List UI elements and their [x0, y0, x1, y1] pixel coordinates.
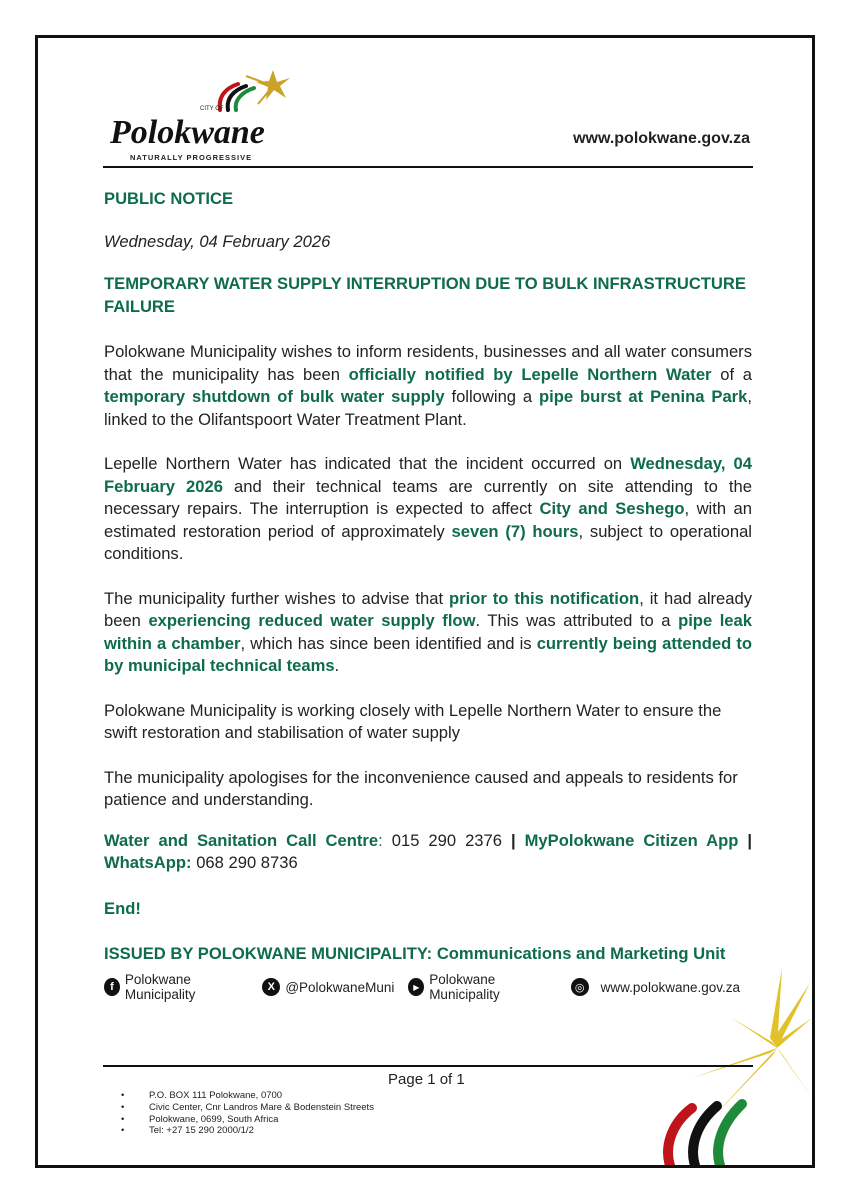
- youtube-icon: ▶: [408, 978, 424, 996]
- page-number: Page 1 of 1: [388, 1071, 465, 1088]
- call-centre-number: 015 290 2376: [382, 830, 511, 850]
- notice-body: [104, 188, 752, 966]
- decorative-star-burst: [652, 958, 812, 1168]
- paragraph-3: The municipality further wishes to advise that prior to this notification, it had already been experiencing reduced water supply flow. This was attributed to a pipe leak within a chamber, which has since been identified and is currently being attended to by municipal technical teams.: [104, 588, 753, 675]
- notice-label: PUBLIC NOTICE: [104, 189, 234, 208]
- address-line: • Civic Center, Cnr Landros Mare & Bodenstein Streets: [121, 1102, 374, 1114]
- issued-by: ISSUED BY POLOKWANE MUNICIPALITY: Communications and Marketing Unit: [104, 944, 726, 963]
- footer-divider: [103, 1065, 753, 1067]
- call-centre-label: Water and Sanitation Call Centre: [104, 830, 379, 850]
- social-web: ◎ www.polokwane.gov.za: [571, 978, 740, 996]
- notice-title: TEMPORARY WATER SUPPLY INTERRUPTION DUE TO BULK INFRASTRUCTURE FAILURE: [104, 274, 746, 316]
- x-icon: X: [262, 978, 280, 996]
- logo-small-text: CITY OF: [200, 106, 224, 112]
- address-line: • Polokwane, 0699, South Africa: [121, 1114, 374, 1126]
- burst-rays-icon: [692, 968, 812, 1148]
- header-website: www.polokwane.gov.za: [573, 130, 750, 147]
- notice-date: Wednesday, 04 February 2026: [104, 231, 331, 251]
- contact-line: Water and Sanitation Call Centre: 015 290 2376 | MyPolokwane Citizen App | WhatsApp: 068 290 8736: [104, 830, 752, 872]
- logo-name: Polokwane: [110, 114, 265, 151]
- address-line: • Tel: +27 15 290 2000/1/2: [121, 1125, 374, 1137]
- social-x: X @PolokwaneMuni: [262, 978, 394, 996]
- footer-address: [121, 1090, 374, 1137]
- paragraph-4: Polokwane Municipality is working closely with Lepelle Northern Water to ensure the swift restoration and stabilisation of water supply: [104, 700, 722, 742]
- logo-tagline: NATURALLY PROGRESSIVE: [130, 153, 253, 162]
- social-youtube: ▶ Polokwane Municipality: [408, 972, 552, 1002]
- paragraph-2: Lepelle Northern Water has indicated that the incident occurred on Wednesday, 04 February 2026 and their technical teams are currently on site attending to the necessary repairs. The interruption is expected to affect City and Seshego, with an estimated restoration period of approximately seven (7) hours, subject to operational conditions.: [104, 454, 753, 563]
- social-facebook: f Polokwane Municipality: [104, 972, 248, 1002]
- whatsapp-label: WhatsApp:: [104, 853, 192, 872]
- polokwane-logo: [108, 48, 298, 163]
- header-divider: [103, 166, 753, 168]
- end-marker: End!: [104, 898, 141, 918]
- citizen-app-label: MyPolokwane Citizen App: [515, 830, 748, 850]
- paragraph-1: Polokwane Municipality wishes to inform residents, businesses and all water consumers that the municipality has been officially notified by Lepelle Northern Water of a temporary shutdown of bulk water supply following a pipe burst at Penina Park, linked to the Olifantspoort Water Treatment Plant.: [104, 342, 752, 429]
- address-line: • P.O. BOX 111 Polokwane, 0700: [121, 1090, 374, 1102]
- globe-icon: ◎: [571, 978, 589, 996]
- notice-document: [35, 35, 815, 1168]
- burst-flag-stripes: [668, 1104, 742, 1168]
- whatsapp-number: 068 290 8736: [191, 853, 298, 872]
- paragraph-5: The municipality apologises for the inconvenience caused and appeals to residents for patience and understanding.: [104, 767, 738, 809]
- facebook-icon: f: [104, 978, 120, 996]
- logo-flag-arcs: [220, 84, 254, 110]
